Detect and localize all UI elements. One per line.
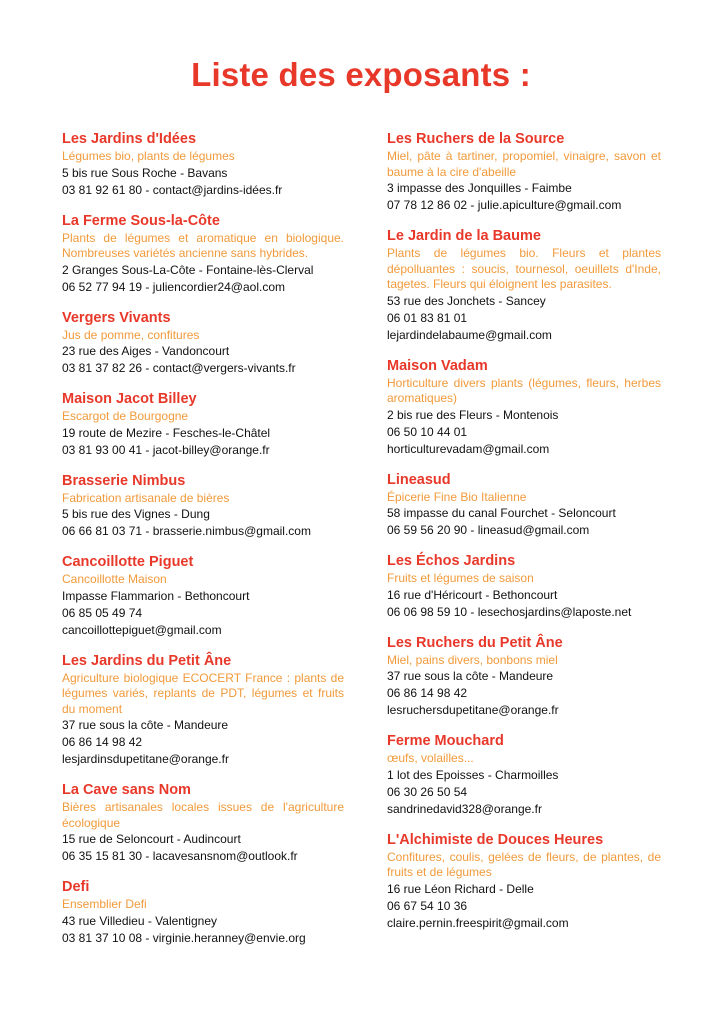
exhibitor-description: Fabrication artisanale de bières — [62, 490, 230, 505]
exhibitor-contact-line: 06 66 81 03 71 - brasserie.nimbus@gmail.com — [62, 524, 311, 538]
exhibitor-contact-line: 58 impasse du canal Fourchet - Seloncourt — [387, 506, 616, 520]
exhibitor-contact-line: 19 route de Mezire - Fesches-le-Châtel — [62, 425, 271, 440]
exhibitor-description: Confitures, coulis, gelées de fleurs, de plantes, de fruits et de légumes — [387, 849, 661, 879]
exhibitor-contact-line: cancoillottepiguet@gmail.com — [62, 622, 222, 637]
exhibitor-description: Ensemblier Defi — [62, 897, 147, 911]
exhibitor-entry — [62, 553, 344, 639]
exhibitor-name: Maison Vadam — [387, 357, 488, 374]
exhibitor-description: Horticulture divers plants (légumes, fleurs, herbes aromatiques) — [387, 375, 661, 405]
exhibitor-name: La Cave sans Nom — [62, 782, 191, 798]
exhibitor-description: Légumes bio, plants de légumes — [62, 149, 235, 163]
exhibitor-name: Lineasud — [387, 471, 451, 488]
exhibitor-entry — [387, 831, 661, 932]
exhibitor-entry — [62, 309, 344, 378]
exhibitor-entry — [62, 878, 344, 947]
exhibitor-entry — [387, 357, 661, 458]
exhibitor-contact-line: 06 30 26 50 54 — [387, 784, 468, 799]
exhibitor-description: Épicerie Fine Bio Italienne — [387, 489, 527, 504]
exhibitor-contact-line: 1 lot des Epoisses - Charmoilles — [387, 767, 559, 782]
exhibitor-contact-line: claire.pernin.freespirit@gmail.com — [387, 915, 569, 930]
exhibitor-description: œufs, volailles... — [387, 751, 474, 765]
exhibitor-contact-line: 2 bis rue des Fleurs - Montenois — [387, 407, 559, 422]
exhibitor-entry — [62, 212, 344, 296]
exhibitor-description: Miel, pains divers, bonbons miel — [387, 652, 558, 667]
exhibitor-contact-line: 2 Granges Sous-La-Côte - Fontaine-lès-Clerval — [62, 262, 314, 277]
exhibitor-entry — [62, 472, 344, 541]
exhibitor-contact-line: 06 85 05 49 74 — [62, 605, 143, 620]
exhibitor-contact-line: 3 impasse des Jonquilles - Faimbe — [387, 181, 572, 195]
exhibitor-name: La Ferme Sous-la-Côte — [62, 212, 220, 229]
exhibitor-entry — [387, 552, 661, 621]
exhibitor-description: Escargot de Bourgogne — [62, 409, 189, 423]
exhibitor-contact-line: 16 rue d'Héricourt - Bethoncourt — [387, 587, 558, 602]
exhibitor-contact-line: 06 86 14 98 42 — [387, 686, 468, 700]
exhibitor-contact-line: 06 52 77 94 19 - juliencordier24@aol.com — [62, 279, 285, 294]
exhibitor-name: Brasserie Nimbus — [62, 472, 186, 489]
exhibitor-description: Plants de légumes et aromatique en biologique. Nombreuses variétés ancienne sans hybrides. — [62, 230, 344, 260]
exhibitor-description: Agriculture biologique ECOCERT France : plants de légumes variés, replants de PDT, légumes et fruits du moment — [62, 670, 344, 716]
exhibitor-contact-line: sandrinedavid328@orange.fr — [387, 801, 542, 816]
exhibitor-entry — [62, 130, 344, 199]
exhibitor-name: Vergers Vivants — [62, 309, 171, 326]
exhibitor-name: Ferme Mouchard — [387, 733, 504, 749]
exhibitor-entry — [62, 781, 344, 865]
exhibitor-contact-line: horticulturevadam@gmail.com — [387, 441, 550, 456]
exhibitor-entry — [387, 471, 661, 540]
exhibitor-description: Miel, pâte à tartiner, propomiel, vinaigre, savon et baume à la cire d'abeille — [387, 149, 661, 179]
exhibitor-column-right — [387, 130, 661, 945]
exhibitor-contact-line: 06 50 10 44 01 — [387, 424, 468, 439]
exhibitor-description: Cancoillotte Maison — [62, 572, 167, 586]
exhibitor-entry — [387, 227, 661, 344]
exhibitor-contact-line: 23 rue des Aiges - Vandoncourt — [62, 344, 230, 358]
exhibitor-contact-line: 03 81 93 00 41 - jacot-billey@orange.fr — [62, 442, 270, 457]
exhibitor-contact-line: 37 rue sous la côte - Mandeure — [62, 718, 229, 732]
exhibitor-contact-line: 5 bis rue Sous Roche - Bavans — [62, 165, 228, 180]
exhibitor-contact-line: 53 rue des Jonchets - Sancey — [387, 293, 546, 308]
exhibitor-contact-line: 03 81 92 61 80 - contact@jardins-idées.fr — [62, 182, 283, 197]
exhibitor-contact-line: 16 rue Léon Richard - Delle — [387, 881, 534, 896]
exhibitor-contact-line: Impasse Flammarion - Bethoncourt — [62, 588, 250, 603]
exhibitor-name: Le Jardin de la Baume — [387, 228, 541, 244]
exhibitor-contact-line: lejardindelabaume@gmail.com — [387, 327, 552, 342]
exhibitor-description: Fruits et légumes de saison — [387, 571, 534, 585]
exhibitor-contact-line: 06 59 56 20 90 - lineasud@gmail.com — [387, 523, 590, 537]
exhibitor-contact-line: 06 35 15 81 30 - lacavesansnom@outlook.fr — [62, 849, 298, 863]
exhibitor-entry — [387, 634, 661, 720]
exhibitor-entry — [387, 130, 661, 214]
exhibitor-contact-line: lesjardinsdupetitane@orange.fr — [62, 752, 229, 766]
exhibitor-contact-line: 15 rue de Seloncourt - Audincourt — [62, 832, 241, 846]
exhibitor-name: Les Ruchers de la Source — [387, 131, 565, 147]
exhibitor-contact-line: 06 67 54 10 36 — [387, 898, 468, 913]
exhibitor-contact-line: 06 86 14 98 42 — [62, 735, 143, 749]
exhibitor-contact-line: 37 rue sous la côte - Mandeure — [387, 669, 554, 683]
exhibitor-description: Plants de légumes bio. Fleurs et plantes dépolluantes : soucis, tournesol, oeuillets d'Inde, tagetes. Fleurs qui éloignent les parasites. — [387, 246, 661, 291]
exhibitor-contact-line: 07 78 12 86 02 - julie.apiculture@gmail.com — [387, 198, 622, 212]
exhibitor-contact-line: 5 bis rue des Vignes - Dung — [62, 507, 210, 521]
exhibitor-entry — [387, 732, 661, 818]
exhibitor-name: Cancoillotte Piguet — [62, 554, 194, 570]
exhibitor-name: Les Jardins du Petit Âne — [62, 652, 232, 669]
exhibitor-name: Defi — [62, 879, 90, 895]
exhibitor-contact-line: lesruchersdupetitane@orange.fr — [387, 703, 559, 717]
exhibitor-entry — [62, 390, 344, 459]
exhibitor-name: Maison Jacot Billey — [62, 391, 197, 407]
exhibitor-contact-line: 43 rue Villedieu - Valentigney — [62, 913, 217, 928]
exhibitor-contact-line: 03 81 37 10 08 - virginie.heranney@envie.org — [62, 930, 306, 945]
exhibitor-contact-line: 06 06 98 59 10 - lesechosjardins@laposte.net — [387, 604, 632, 619]
exhibitor-name: L'Alchimiste de Douces Heures — [387, 831, 604, 848]
exhibitor-description: Bières artisanales locales issues de l'agriculture écologique — [62, 800, 344, 830]
exhibitor-contact-line: 03 81 37 82 26 - contact@vergers-vivants.fr — [62, 361, 296, 375]
exhibitor-description: Jus de pomme, confitures — [62, 327, 200, 342]
exhibitor-name: Les Échos Jardins — [387, 553, 516, 569]
exhibitor-column-left — [62, 130, 344, 960]
exhibitor-contact-line: 06 01 83 81 01 — [387, 310, 468, 325]
page-title: Liste des exposants : — [191, 56, 531, 93]
exhibitor-entry — [62, 652, 344, 769]
exhibitor-name: Les Ruchers du Petit Âne — [387, 634, 563, 651]
exhibitor-name: Les Jardins d'Idées — [62, 131, 197, 147]
